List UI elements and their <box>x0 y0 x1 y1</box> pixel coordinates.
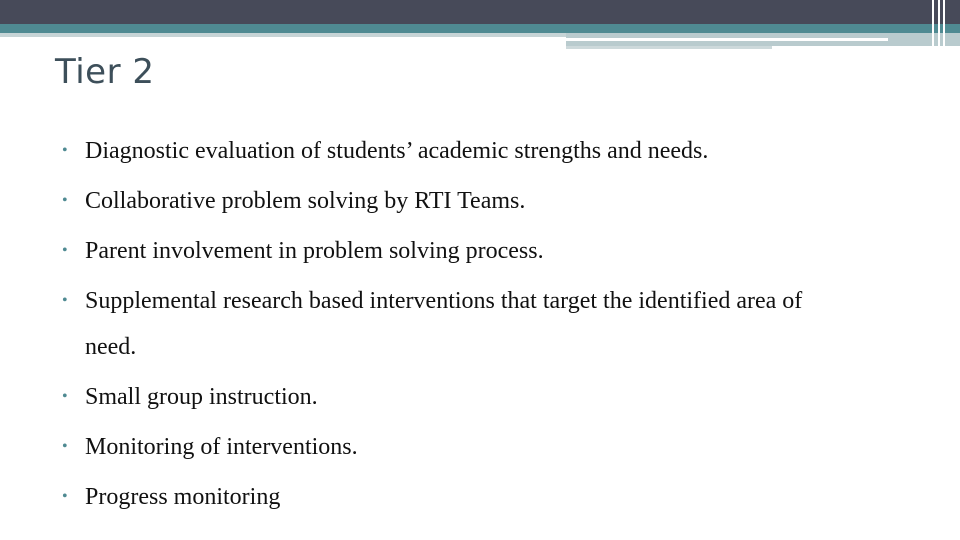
bullet-item <box>62 474 922 520</box>
bullet-item <box>62 374 922 420</box>
bullet-text: Supplemental research based interventions that target the identified area of need. <box>85 288 803 360</box>
slide-title: Tier 2 <box>55 52 155 92</box>
bullet-item <box>62 424 922 470</box>
bullet-dot-icon: • <box>62 242 68 259</box>
bullet-item <box>62 228 922 274</box>
bullet-dot-icon: • <box>62 142 68 159</box>
bullet-item <box>62 178 922 224</box>
bullet-text: Collaborative problem solving by RTI Teams. <box>85 188 526 214</box>
bullet-text: Small group instruction. <box>85 384 318 410</box>
bullet-dot-icon: • <box>62 438 68 455</box>
bullet-dot-icon: • <box>62 192 68 209</box>
corner-decoration <box>928 0 960 50</box>
bullet-item <box>62 128 922 174</box>
bullet-text: Diagnostic evaluation of students’ academic strengths and needs. <box>85 138 709 164</box>
bullet-dot-icon: • <box>62 488 68 505</box>
bullet-text: Progress monitoring <box>85 484 281 510</box>
bullet-text: Monitoring of interventions. <box>85 434 358 460</box>
header-bar-under-right <box>566 46 772 49</box>
header-bar-white-line <box>566 38 888 41</box>
header-bar-dark <box>0 0 960 24</box>
bullet-dot-icon: • <box>62 388 68 405</box>
bullet-text: Parent involvement in problem solving process. <box>85 238 544 264</box>
bullet-list <box>62 128 922 524</box>
bullet-item <box>62 278 825 370</box>
bullet-dot-icon: • <box>62 292 68 309</box>
header-bar-light-left <box>0 33 566 37</box>
header-bar-teal <box>0 24 960 33</box>
